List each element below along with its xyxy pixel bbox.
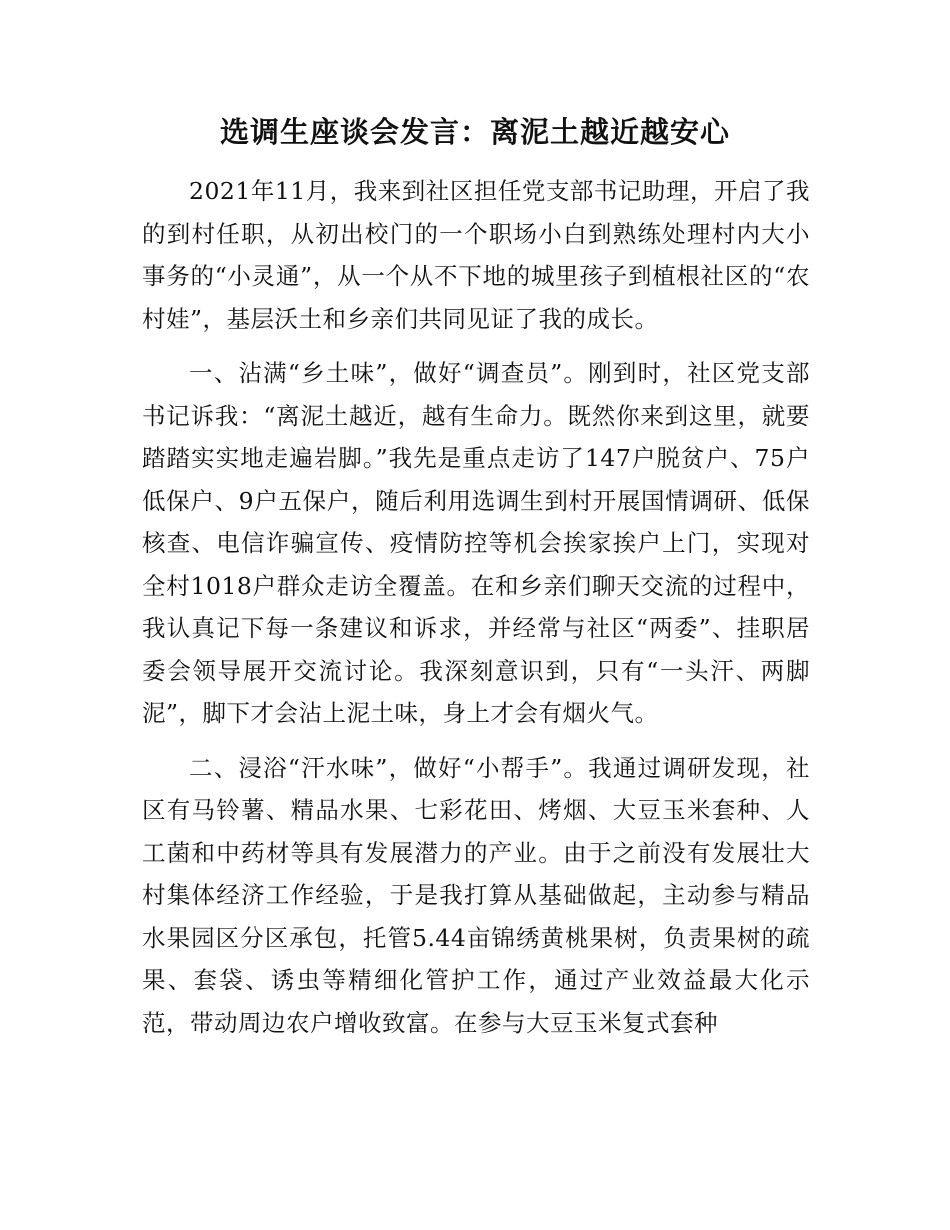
paragraph-section-2: 二、浸浴“汗水味”，做好“小帮手”。我通过调研发现，社区有马铃薯、精品水果、七彩花田、烤烟、大豆玉米套种、人工菌和中药材等具有发展潜力的产业。由于之前没有发展壮大村集体经济工作经验，于是我打算从基础做起，主动参与精品水果园区分区承包，托管5.44亩锦绣黄桃果树，负责果树的疏果、套袋、诱虫等精细化管护工作，通过产业效益最大化示范，带动周边农户增收致富。在参与大豆玉米复式套种 bbox=[142, 753, 810, 1037]
document-body bbox=[142, 170, 810, 1044]
paragraph-intro: 2021年11月，我来到社区担任党支部书记助理，开启了我的到村任职，从初出校门的一个职场小白到熟练处理村内大小事务的“小灵通”，从一个从不下地的城里孩子到植根社区的“农村娃”，基层沃土和乡亲们共同见证了我的成长。 bbox=[142, 177, 810, 333]
paragraph-section-1: 一、沾满“乡土味”，做好“调查员”。刚到时，社区党支部书记诉我：“离泥土越近，越有生命力。既然你来到这里，就要踏踏实实地走遍岩脚。”我先是重点走访了147户脱贫户、75户低保户、9户五保户，随后利用选调生到村开展国情调研、低保核查、电信诈骗宣传、疫情防控等机会挨家挨户上门，实现对全村1018户群众走访全覆盖。在和乡亲们聊天交流的过程中，我认真记下每一条建议和诉求，并经常与社区“两委”、挂职居委会领导展开交流讨论。我深刻意识到，只有“一头汗、两脚泥”，脚下才会沾上泥土味，身上才会有烟火气。 bbox=[142, 359, 810, 727]
document-title: 选调生座谈会发言：离泥土越近越安心 bbox=[219, 115, 730, 149]
